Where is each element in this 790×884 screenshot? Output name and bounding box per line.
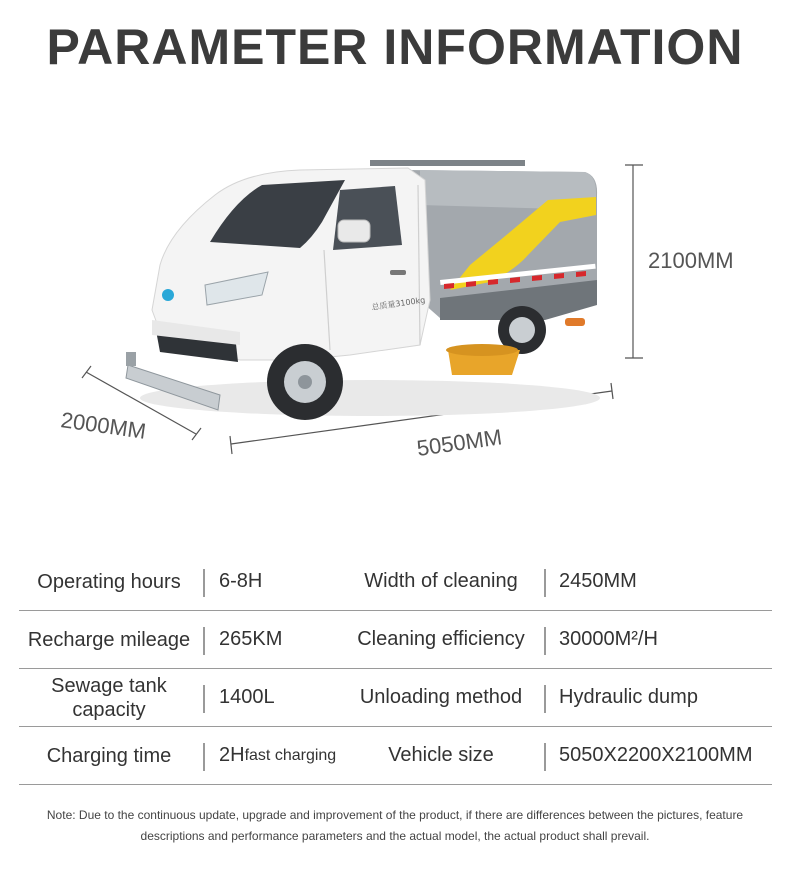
cab-weight-label: 总质量3100kg xyxy=(371,295,426,312)
spec-label: Vehicle size xyxy=(388,744,494,766)
table-row xyxy=(19,611,772,669)
page-title: PARAMETER INFORMATION xyxy=(46,19,744,75)
column-divider xyxy=(544,685,546,713)
spec-value: 5050X2200X2100MM xyxy=(559,744,753,766)
spec-label: Unloading method xyxy=(359,686,523,708)
disclaimer-note: Note: Due to the continuous update, upgrade and improvement of the product, if there are differences between the pictures, feature descriptions and performance parameters and the actual model, the actual product shall prevail. xyxy=(46,808,744,843)
height-dimension-label: 2100MM xyxy=(648,248,734,273)
spec-label: Charging time xyxy=(46,744,172,767)
spec-label: Cleaning efficiency xyxy=(357,628,525,650)
spec-value-note: fast charging xyxy=(244,746,337,764)
spec-label: Operating hours xyxy=(37,570,181,593)
column-divider xyxy=(544,569,546,597)
column-divider xyxy=(544,743,546,771)
spec-value: 2H fast charging xyxy=(219,744,337,766)
spec-value: 2450MM xyxy=(559,570,637,592)
width-dimension-label: 2000MM xyxy=(59,407,148,444)
column-divider xyxy=(203,685,205,713)
height-dimension-line xyxy=(625,165,643,358)
spec-value: 30000M²/H xyxy=(559,628,658,650)
sweeper-truck-image xyxy=(126,160,600,420)
spec-label: Recharge mileage xyxy=(27,628,191,651)
column-divider xyxy=(544,627,546,655)
table-row xyxy=(19,669,772,727)
spec-table xyxy=(19,553,772,785)
spec-value: 1400L xyxy=(219,686,275,708)
spec-value: 265KM xyxy=(219,628,283,650)
spec-value: Hydraulic dump xyxy=(559,686,698,708)
column-divider xyxy=(203,743,205,771)
vehicle-dimension-figure xyxy=(0,140,790,470)
spec-label: Sewage tank capacity xyxy=(51,674,167,721)
spec-label: Width of cleaning xyxy=(364,570,518,592)
spec-value: 6-8H xyxy=(219,570,263,592)
column-divider xyxy=(203,627,205,655)
column-divider xyxy=(203,569,205,597)
table-row xyxy=(19,553,772,611)
length-dimension-label: 5050MM xyxy=(415,424,504,461)
table-row xyxy=(19,727,772,785)
